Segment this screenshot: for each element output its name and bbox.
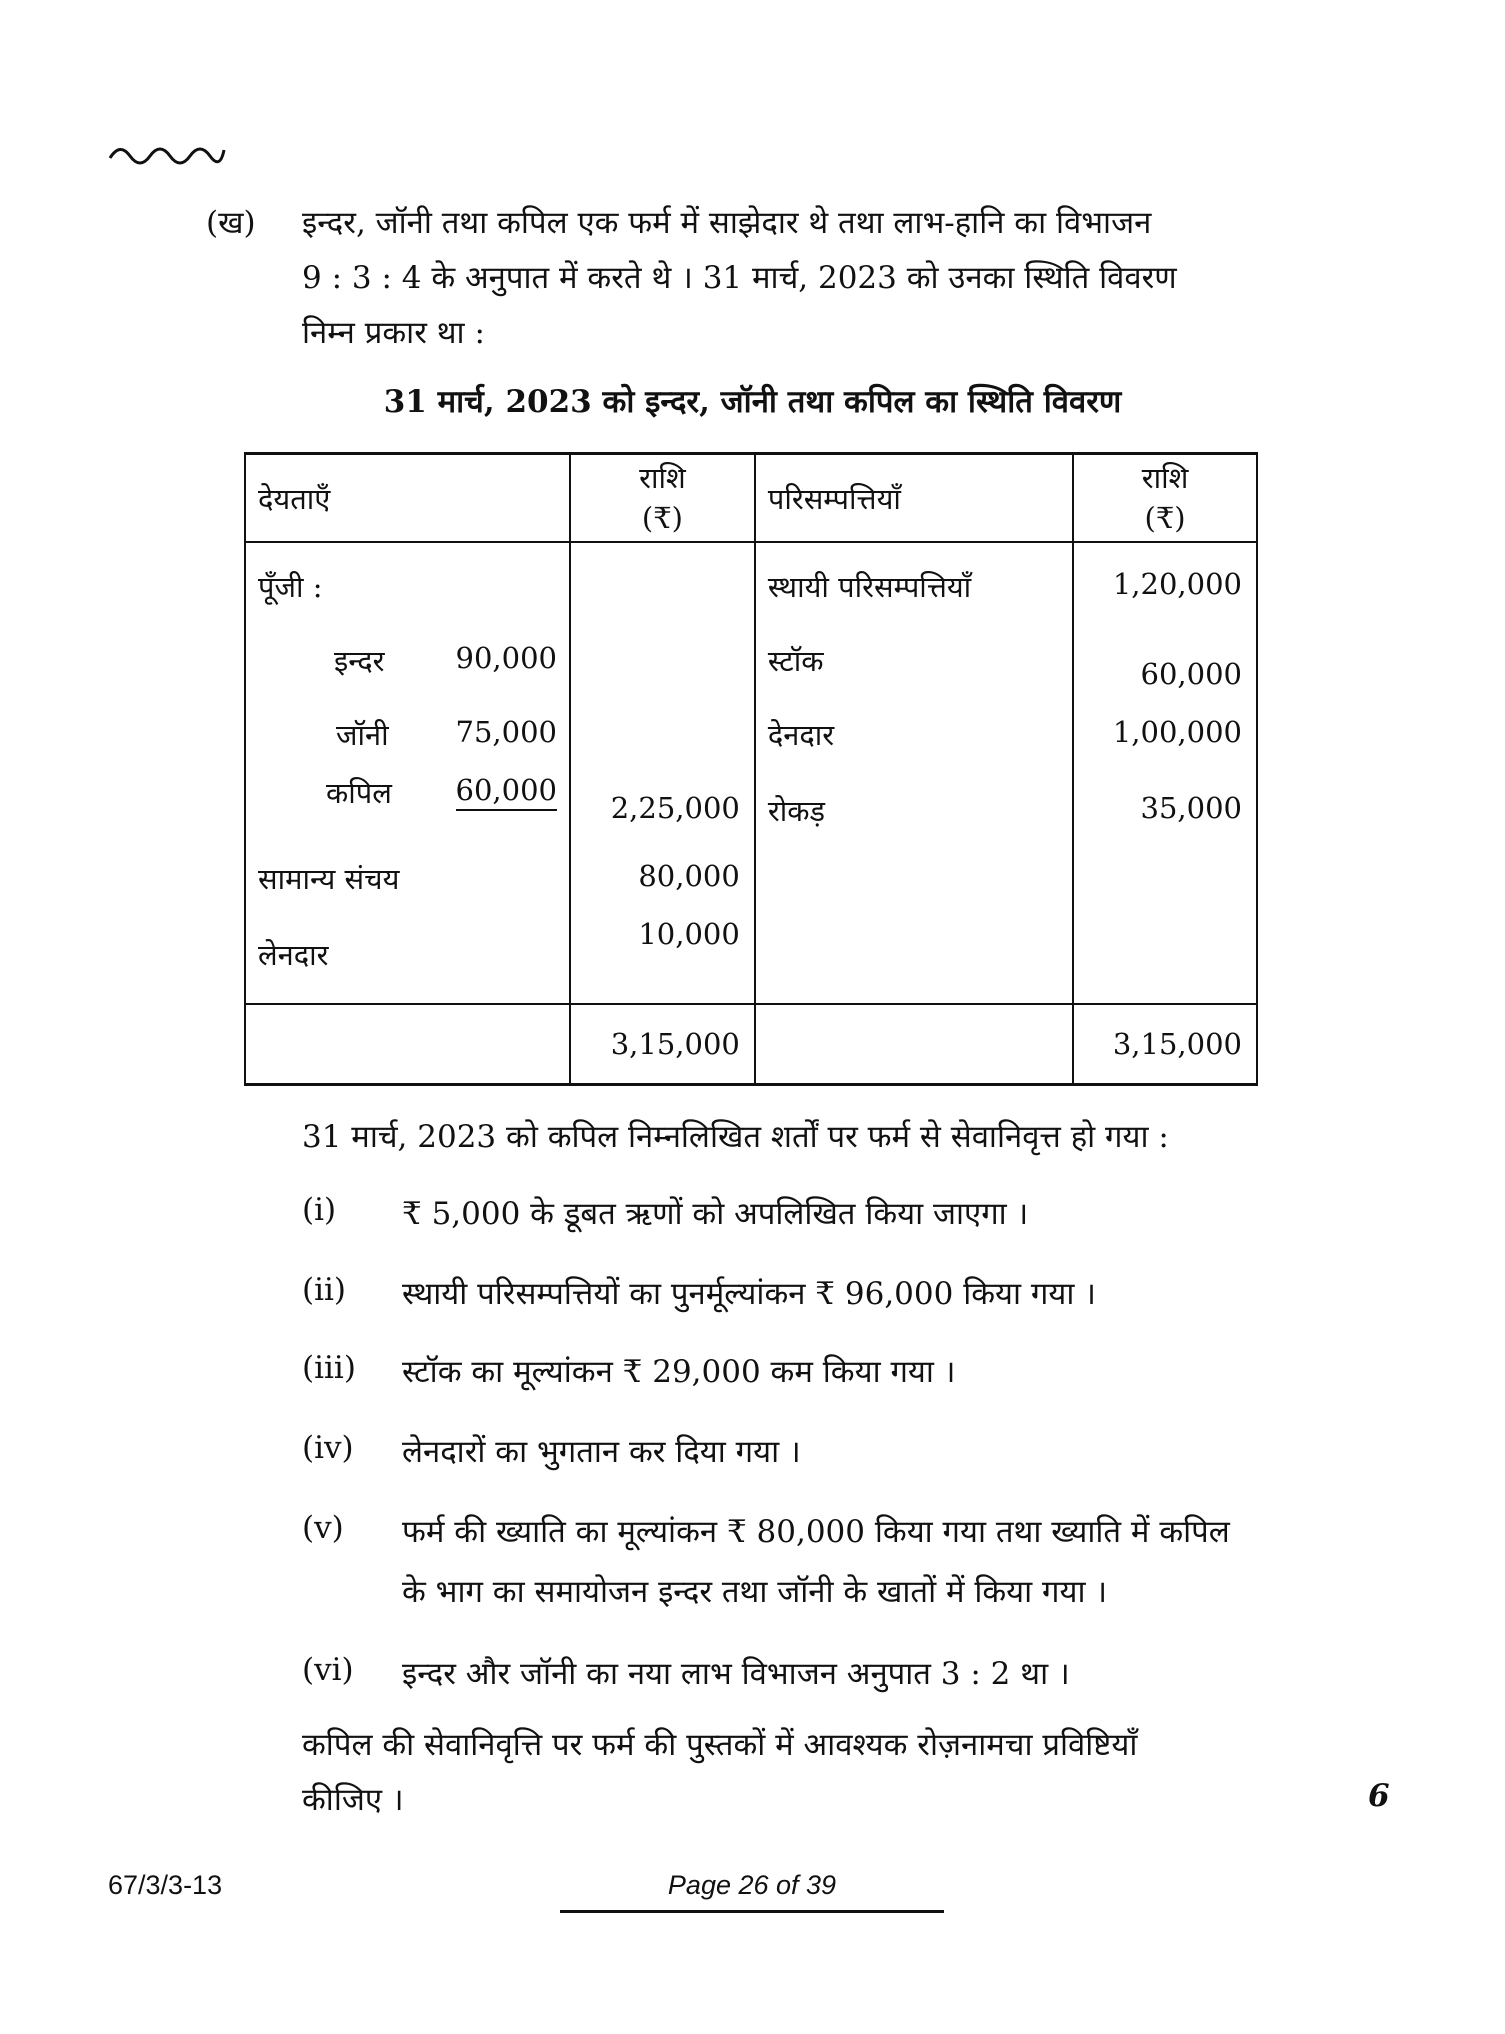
condition-text: के भाग का समायोजन इन्दर तथा जॉनी के खातों में किया गया । <box>402 1574 1108 1610</box>
condition-number: (ii) <box>302 1272 347 1308</box>
capital-total-amount: 2,25,000 <box>610 791 740 825</box>
asset-label-debtors: देनदार <box>767 718 835 752</box>
paper-code: 67/3/3-13 <box>108 1870 223 1900</box>
condition-text: इन्दर और जॉनी का नया लाभ विभाजन अनुपात 3 : 2 था । <box>402 1656 1070 1692</box>
table-header-row <box>245 454 1257 543</box>
intro-line: इन्दर, जॉनी तथा कपिल एक फर्म में साझेदार थे तथा लाभ-हानि का विभाजन <box>302 205 1152 241</box>
assets-cell <box>755 542 1073 1004</box>
amount-header: राशि (₹) <box>570 454 755 543</box>
closing-line: कीजिए । <box>302 1782 404 1818</box>
assets-amount-cell <box>1073 542 1257 1004</box>
condition-text: ₹ 5,000 के डूबत ऋणों को अपलिखित किया जाएगा । <box>402 1196 1029 1232</box>
part-label: (ख) <box>206 205 256 241</box>
total-label-cell <box>755 1004 1073 1085</box>
asset-label-cash: रोकड़ <box>767 794 826 828</box>
liabilities-cell <box>245 542 570 1004</box>
creditors-label: लेनदार <box>258 938 329 972</box>
retirement-intro: 31 मार्च, 2023 को कपिल निम्नलिखित शर्तों पर फर्म से सेवानिवृत्त हो गया : <box>302 1119 1169 1155</box>
table-total-row <box>245 1004 1257 1085</box>
condition-text: लेनदारों का भुगतान कर दिया गया । <box>402 1434 801 1470</box>
condition-number: (vi) <box>302 1652 354 1688</box>
asset-amount-cash: 35,000 <box>1140 791 1242 825</box>
capital-label: पूँजी : <box>258 570 323 604</box>
total-label-cell <box>245 1004 570 1085</box>
table-title: 31 मार्च, 2023 को इन्दर, जॉनी तथा कपिल का स्थिति विवरण <box>383 384 1122 420</box>
general-reserve-label: सामान्य संचय <box>258 862 400 896</box>
closing-instruction <box>302 1718 1322 1828</box>
capital-amount-inder: 90,000 <box>455 641 558 675</box>
total-assets-cell: 3,15,000 <box>1073 1004 1257 1085</box>
liabilities-header: देयताएँ <box>245 454 570 543</box>
asset-amount-debtors: 1,00,000 <box>1112 715 1242 749</box>
condition-number: (iv) <box>302 1430 354 1466</box>
table-body-row <box>245 542 1257 1004</box>
assets-header: परिसम्पत्तियाँ <box>755 454 1073 543</box>
intro-line: 9 : 3 : 4 के अनुपात में करते थे । 31 मार्च, 2023 को उनका स्थिति विवरण <box>302 260 1177 296</box>
balance-sheet-table <box>244 452 1258 1086</box>
footer-rule <box>560 1910 944 1913</box>
question-intro <box>302 196 1262 361</box>
capital-name-johnny: जॉनी <box>336 718 389 752</box>
closing-line: कपिल की सेवानिवृत्ति पर फर्म की पुस्तकों में आवश्यक रोज़नामचा प्रविष्टियाँ <box>302 1727 1138 1763</box>
marks-label: 6 <box>1368 1778 1390 1814</box>
capital-name-kapil: कपिल <box>326 776 392 810</box>
condition-number: (i) <box>302 1192 337 1228</box>
asset-amount-fixed-assets: 1,20,000 <box>1112 567 1242 601</box>
intro-line: निम्न प्रकार था : <box>302 315 485 351</box>
condition-number: (v) <box>302 1510 344 1546</box>
capital-amount-kapil: 60,000 <box>456 773 557 811</box>
wavy-mark-icon <box>108 138 226 170</box>
liabilities-amount-cell <box>570 542 755 1004</box>
asset-label-fixed-assets: स्थायी परिसम्पत्तियाँ <box>767 570 972 604</box>
capital-amount-johnny: 75,000 <box>455 715 558 749</box>
condition-text: स्थायी परिसम्पत्तियों का पुनर्मूल्यांकन ₹ 96,000 किया गया । <box>402 1276 1096 1312</box>
condition-number: (iii) <box>302 1350 356 1386</box>
asset-amount-stock: 60,000 <box>1140 657 1242 691</box>
condition-text: स्टॉक का मूल्यांकन ₹ 29,000 कम किया गया । <box>402 1354 956 1390</box>
amount-header: राशि (₹) <box>1073 454 1257 543</box>
creditors-amount: 10,000 <box>638 917 740 951</box>
page-number: Page 26 of 39 <box>667 1870 837 1900</box>
total-liabilities-cell: 3,15,000 <box>570 1004 755 1085</box>
condition-text: फर्म की ख्याति का मूल्यांकन ₹ 80,000 किया गया तथा ख्याति में कपिल <box>402 1514 1230 1550</box>
general-reserve-amount: 80,000 <box>638 859 740 893</box>
asset-label-stock: स्टॉक <box>767 644 824 678</box>
capital-name-inder: इन्दर <box>334 644 385 678</box>
